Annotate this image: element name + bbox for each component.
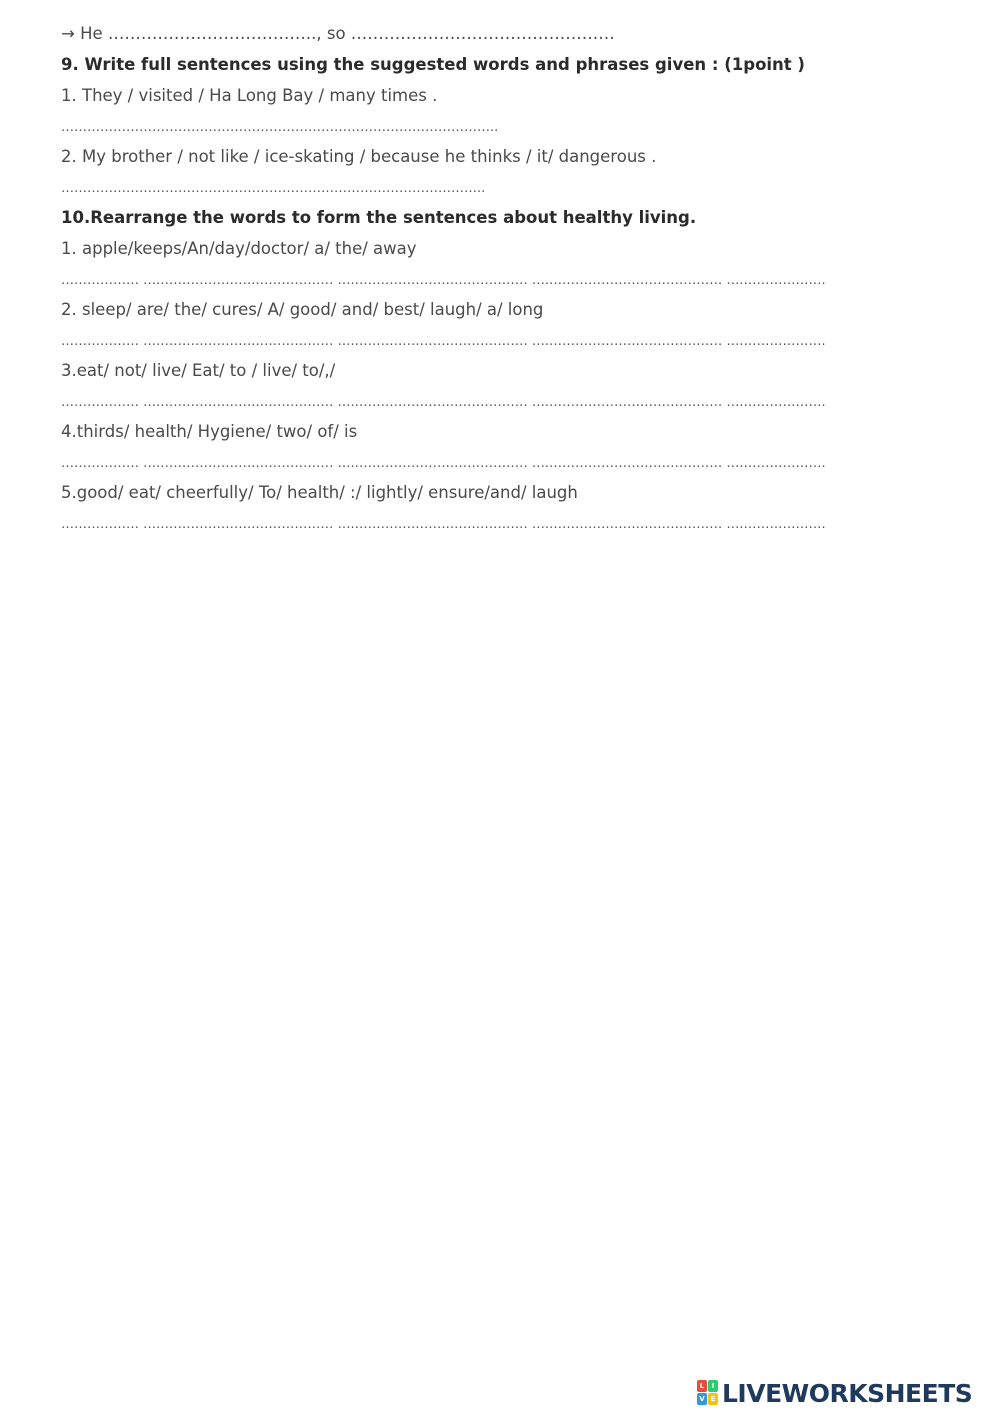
liveworksheets-logo-text: LIVEWORKSHEETS <box>722 1378 973 1408</box>
section-10-answer-4[interactable]: ……………… ….………………….……………… ….………………….……………… ….………………….……………… ….………………. <box>61 456 826 471</box>
logo-tile-i: I <box>708 1380 718 1392</box>
section-10-answer-3[interactable]: ……………… ….………………….……………… ….………………….……………… ….………………….……………… ….………………. <box>61 395 826 410</box>
section-10-item-3: 3.eat/ not/ live/ Eat/ to / live/ to/,/ <box>61 361 336 380</box>
section-10-answer-5[interactable]: ……………… ….………………….……………… ….………………….……………… ….………………….……………… ….………………. <box>61 517 826 532</box>
section-9-item-1: 1. They / visited / Ha Long Bay / many times . <box>61 86 438 105</box>
logo-tile-v: V <box>697 1393 707 1405</box>
section-9-answer-2[interactable]: …………………………………………………………………………………….. <box>61 181 486 196</box>
section-10-item-2: 2. sleep/ are/ the/ cures/ A/ good/ and/ best/ laugh/ a/ long <box>61 300 544 319</box>
logo-tile-e: E <box>708 1393 718 1405</box>
liveworksheets-logo-icon <box>697 1380 719 1406</box>
section-10-heading: 10.Rearrange the words to form the sentences about healthy living. <box>61 208 697 227</box>
section-10-answer-1[interactable]: ……………… ….………………….……………… ….………………….……………… ….………………….……………… ….………………. <box>61 273 826 288</box>
section-9-answer-1[interactable]: ……………………………………………………………………………………….. <box>61 120 499 135</box>
section-10-item-1: 1. apple/keeps/An/day/doctor/ a/ the/ away <box>61 239 417 258</box>
logo-tile-l: L <box>697 1380 707 1392</box>
section-10-item-4: 4.thirds/ health/ Hygiene/ two/ of/ is <box>61 422 358 441</box>
section-10-item-5: 5.good/ eat/ cheerfully/ To/ health/ :/ lightly/ ensure/and/ laugh <box>61 483 578 502</box>
previous-answer-line: → He ……………………………….., so ………………………………………… <box>61 24 615 43</box>
section-10-answer-2[interactable]: ……………… ….………………….……………… ….………………….……………… ….………………….……………… ….………………. <box>61 334 826 349</box>
section-9-item-2: 2. My brother / not like / ice-skating / because he thinks / it/ dangerous . <box>61 147 657 166</box>
section-9-heading: 9. Write full sentences using the suggested words and phrases given : (1point ) <box>61 55 805 74</box>
liveworksheets-logo <box>697 1378 972 1408</box>
